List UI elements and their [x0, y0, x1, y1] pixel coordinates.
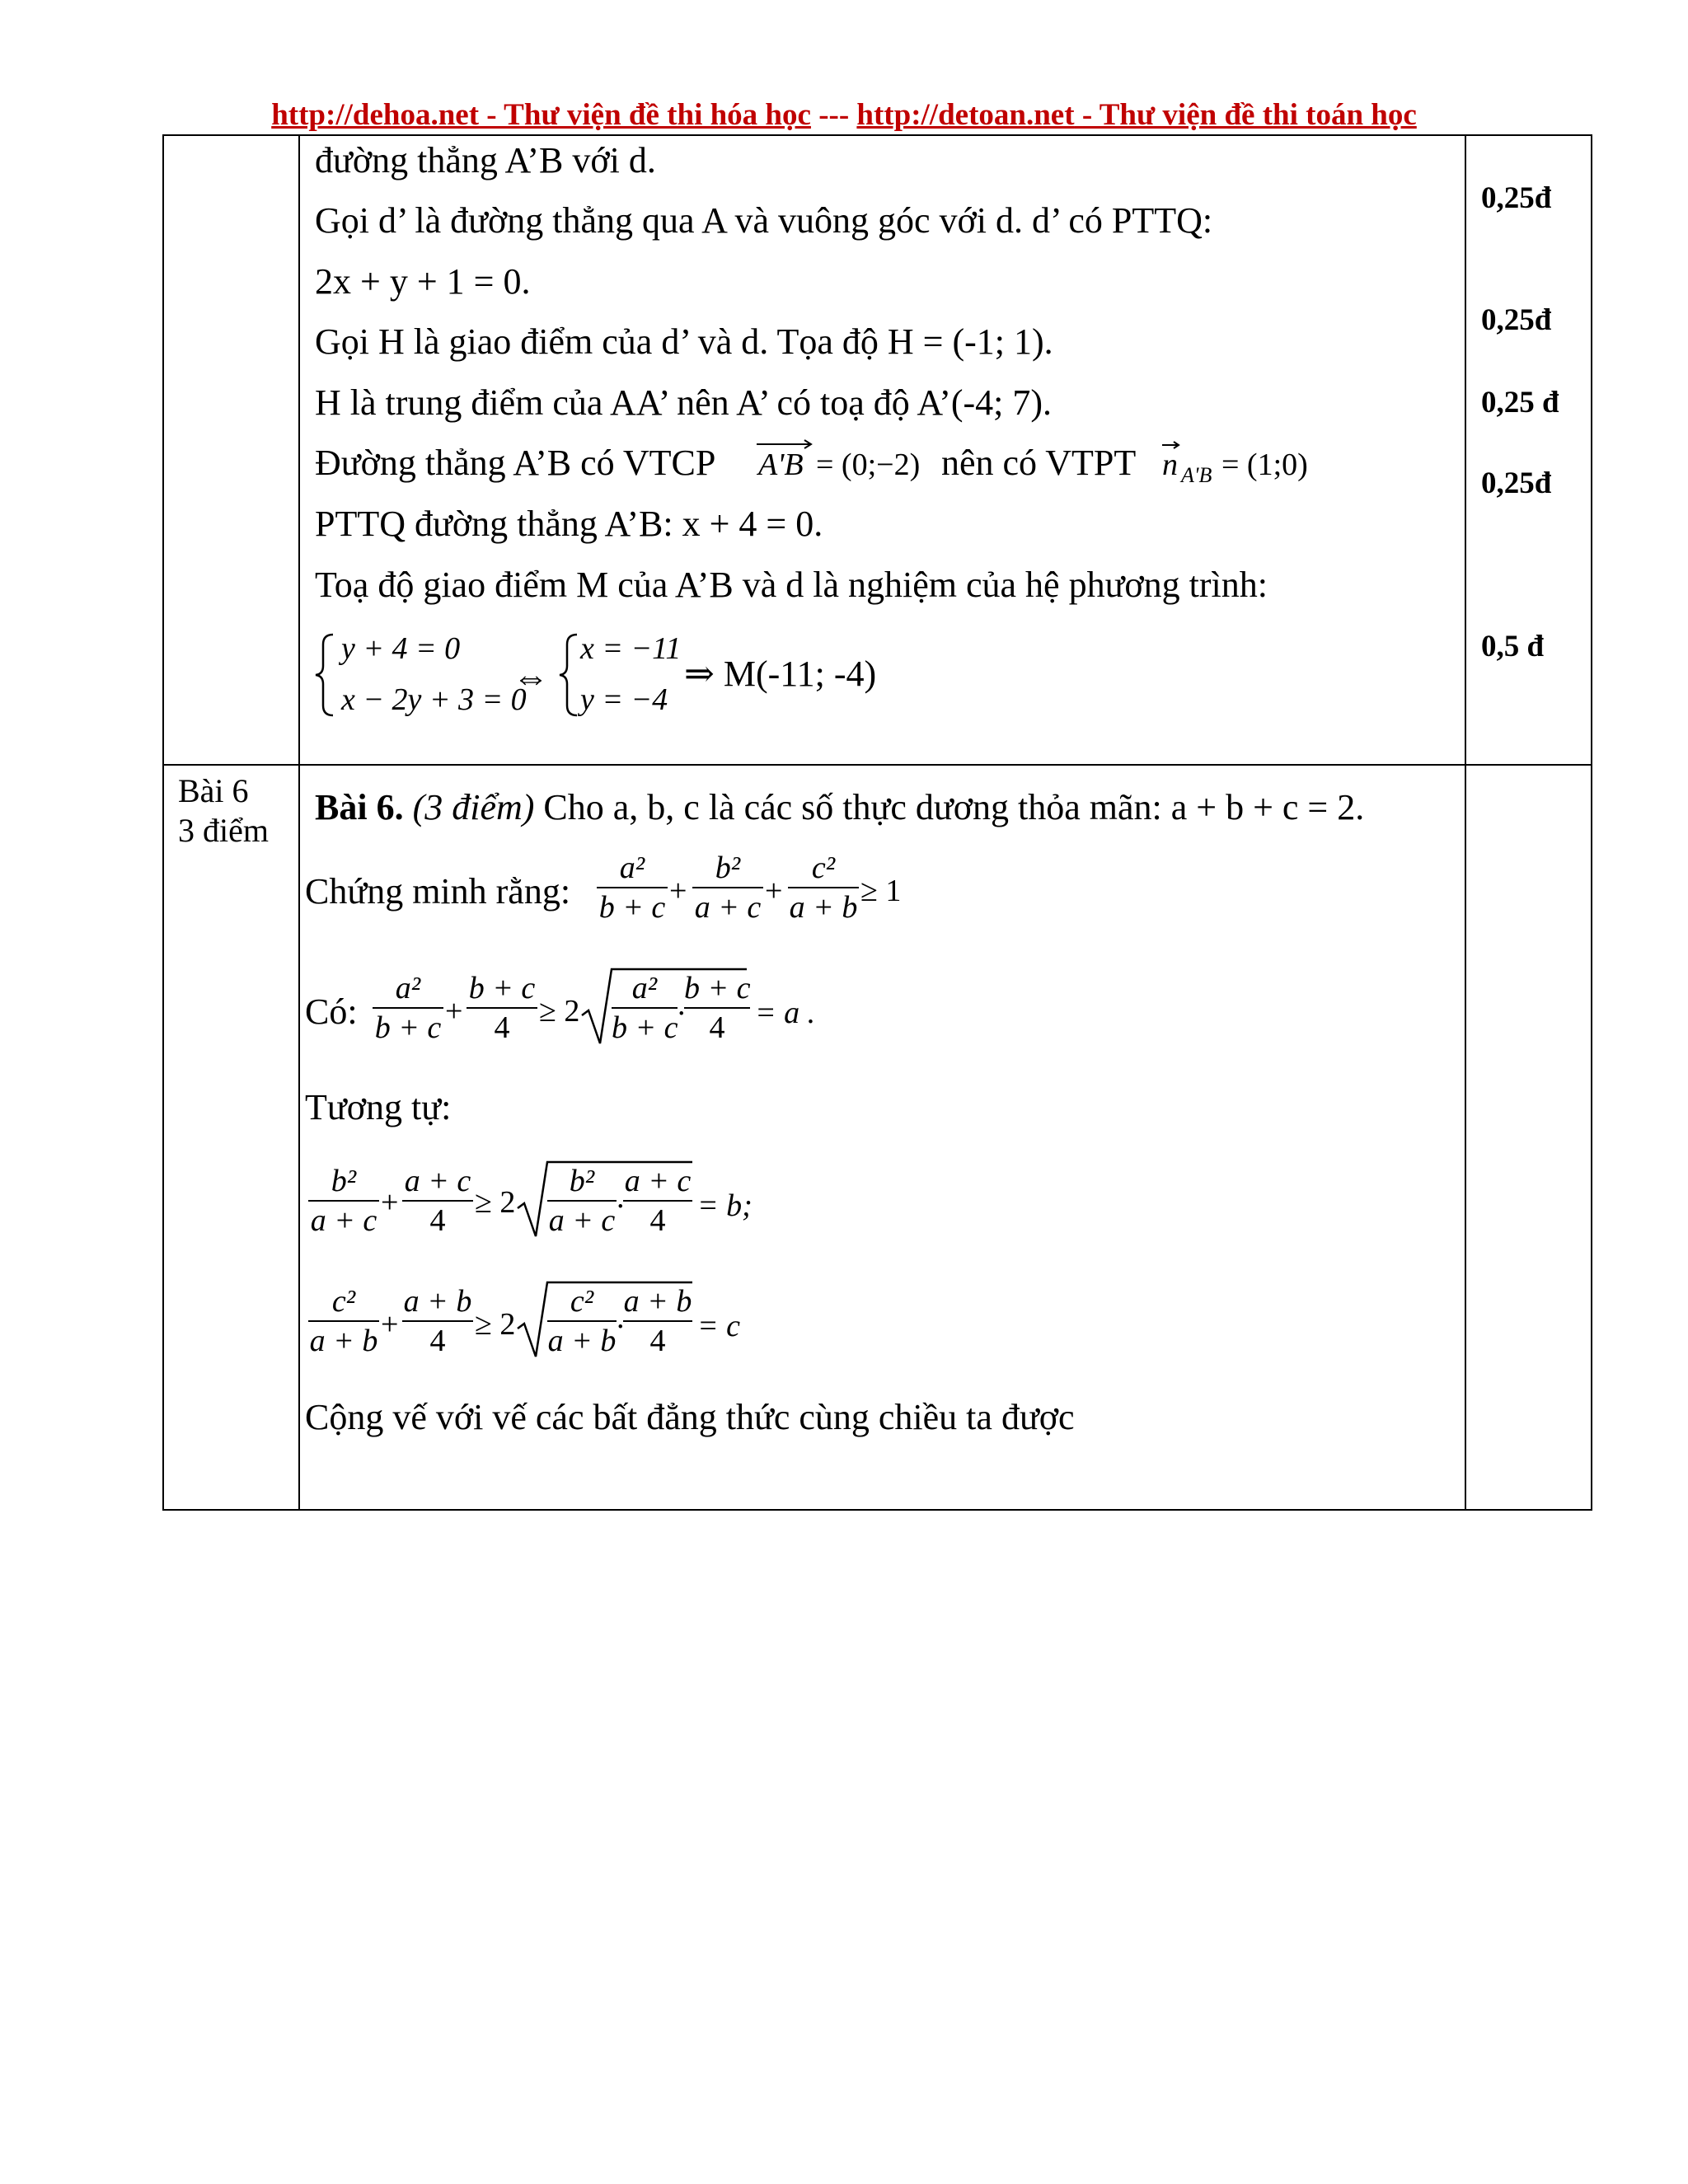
left-brace-icon [313, 633, 338, 717]
left-cell-bai6: Bài 6 [178, 772, 249, 809]
numerator: c² [811, 851, 836, 885]
dot: . [617, 1180, 625, 1215]
denominator: a + c [310, 1203, 377, 1238]
equals-a: = a . [755, 996, 816, 1030]
fraction-b2-apc [547, 1165, 617, 1236]
normal-vector-subscript: A'B [1181, 463, 1212, 487]
normal-vector-n: n [1162, 448, 1178, 482]
plus-sign: + [445, 994, 463, 1029]
text-line-6-start: Đường thẳng A’B có VTCP [315, 443, 716, 483]
equals-b: = b; [697, 1188, 753, 1223]
prove-label: Chứng minh rằng: [305, 871, 571, 912]
denominator: 4 [709, 1010, 725, 1045]
numerator: a² [619, 851, 645, 885]
text-line-8: Toạ độ giao điểm M của A’B và d là nghiệm của hệ phương trình: [315, 565, 1268, 605]
numerator: c² [570, 1284, 594, 1319]
numerator: b + c [684, 971, 751, 1005]
score-5: 0,5 đ [1481, 630, 1545, 663]
plus-sign: + [765, 874, 783, 908]
denominator: a + c [548, 1203, 616, 1238]
denominator: a + c [694, 890, 762, 925]
bai6-title: Bài 6. [315, 787, 404, 827]
numerator: b² [715, 851, 741, 885]
fraction-b2-apc [308, 1165, 379, 1236]
numerator: a² [395, 971, 421, 1005]
page-header [0, 97, 1688, 133]
fraction-c2-apb [308, 1286, 379, 1357]
table-row-divider [162, 764, 1592, 766]
numerator: b + c [468, 971, 536, 1005]
header-text-2: - Thư viện đề thi toán học [1074, 98, 1417, 132]
normal-arrow-icon [1162, 441, 1182, 449]
fraction-a2-bpc [612, 972, 678, 1043]
vector-value: = (0;−2) [816, 448, 921, 482]
fraction-c2-apb [547, 1286, 617, 1357]
system2-eq1: x = −11 [580, 631, 682, 666]
fraction-bpc-4 [684, 972, 750, 1043]
table-col-divider-1 [298, 134, 300, 1511]
score-1: 0,25đ [1481, 181, 1552, 215]
co-label: Có: [305, 991, 358, 1032]
fraction-bpc-4 [467, 972, 537, 1043]
left-cell-points: 3 điểm [178, 812, 269, 849]
fraction-apc-4 [623, 1165, 692, 1236]
dot: . [617, 1301, 625, 1335]
fraction-a2-bpc [373, 972, 443, 1043]
table-border-top [162, 134, 1592, 136]
numerator: a² [631, 971, 658, 1005]
denominator: 4 [649, 1324, 666, 1358]
text-line-6-mid: nên có VTPT [941, 443, 1137, 483]
score-4: 0,25đ [1481, 466, 1552, 500]
dot: . [678, 987, 686, 1022]
header-link-dehoa[interactable]: http://dehoa.net [271, 98, 480, 132]
plus-sign: + [381, 1185, 399, 1220]
equivalence-symbol: ⇔ [513, 657, 549, 697]
system1-eq1: y + 4 = 0 [341, 631, 461, 666]
denominator: 4 [429, 1203, 446, 1238]
left-brace-icon-2 [557, 633, 582, 717]
denominator: a + b [547, 1324, 617, 1358]
denominator: b + c [612, 1010, 678, 1045]
plus-sign: + [381, 1307, 399, 1342]
denominator: b + c [598, 890, 666, 925]
header-text-1: - Thư viện đề thi hóa học [479, 98, 811, 132]
ge-two: ≥ 2 [475, 1307, 516, 1342]
numerator: a + b [403, 1284, 472, 1319]
denominator: 4 [649, 1203, 666, 1238]
numerator: c² [331, 1284, 356, 1319]
denominator: 4 [494, 1010, 510, 1045]
result-point-m: ⇒ M(-11; -4) [684, 654, 877, 694]
text-line-7: PTTQ đường thẳng A’B: x + 4 = 0. [315, 504, 823, 544]
ge-two: ≥ 2 [475, 1185, 516, 1220]
numerator: a + b [623, 1284, 692, 1319]
text-line-1: đường thẳng A’B với d. [315, 140, 656, 180]
numerator: a + c [404, 1164, 471, 1198]
table-border-left [162, 134, 164, 1511]
tuongtu-label: Tương tự: [305, 1087, 452, 1127]
header-link-detoan[interactable]: http://detoan.net [856, 98, 1075, 132]
plus-sign: + [669, 874, 687, 908]
denominator: a + b [309, 1324, 378, 1358]
system2-eq2: y = −4 [580, 682, 668, 717]
ge-one: ≥ 1 [860, 874, 902, 908]
fraction-apc-4 [402, 1165, 473, 1236]
score-3: 0,25 đ [1481, 386, 1559, 419]
fraction-b2-apc [692, 852, 763, 923]
normal-vector-value: = (1;0) [1221, 448, 1308, 482]
numerator: b² [569, 1164, 595, 1198]
denominator: 4 [429, 1324, 446, 1358]
numerator: a + c [624, 1164, 692, 1198]
denominator: a + b [789, 890, 858, 925]
table-col-divider-2 [1465, 134, 1466, 1511]
bai6-statement-text: Cho a, b, c là các số thực dương thỏa mãn: a + b + c = 2. [534, 787, 1365, 827]
table-border-bottom [162, 1509, 1592, 1511]
fraction-a2-bpc [597, 852, 668, 923]
header-separator: --- [810, 98, 857, 132]
equals-c: = c [697, 1309, 741, 1343]
score-2: 0,25đ [1481, 303, 1552, 337]
fraction-apb-4 [402, 1286, 473, 1357]
vector-arrow-icon [757, 439, 814, 449]
numerator: b² [331, 1164, 357, 1198]
table-border-right [1591, 134, 1592, 1511]
ge-two: ≥ 2 [539, 994, 580, 1029]
text-line-2: Gọi d’ là đường thẳng qua A và vuông góc với d. d’ có PTTQ: [315, 200, 1213, 241]
conclusion-text: Cộng vế với vế các bất đẳng thức cùng chiều ta được [305, 1397, 1075, 1437]
text-line-3: 2x + y + 1 = 0. [315, 261, 531, 302]
text-line-4: Gọi H là giao điểm của d’ và d. Tọa độ H = (-1; 1). [315, 321, 1053, 362]
denominator: b + c [374, 1010, 442, 1045]
bai6-statement [315, 787, 1365, 827]
text-line-5: H là trung điểm của AA’ nên A’ có toạ độ A’(-4; 7). [315, 382, 1053, 423]
fraction-apb-4 [623, 1286, 692, 1357]
vector-a-prime-b: A'B [758, 448, 804, 482]
fraction-c2-apb [788, 852, 859, 923]
bai6-points: (3 điểm) [412, 787, 535, 827]
system1-eq2: x − 2y + 3 = 0 [341, 682, 527, 717]
